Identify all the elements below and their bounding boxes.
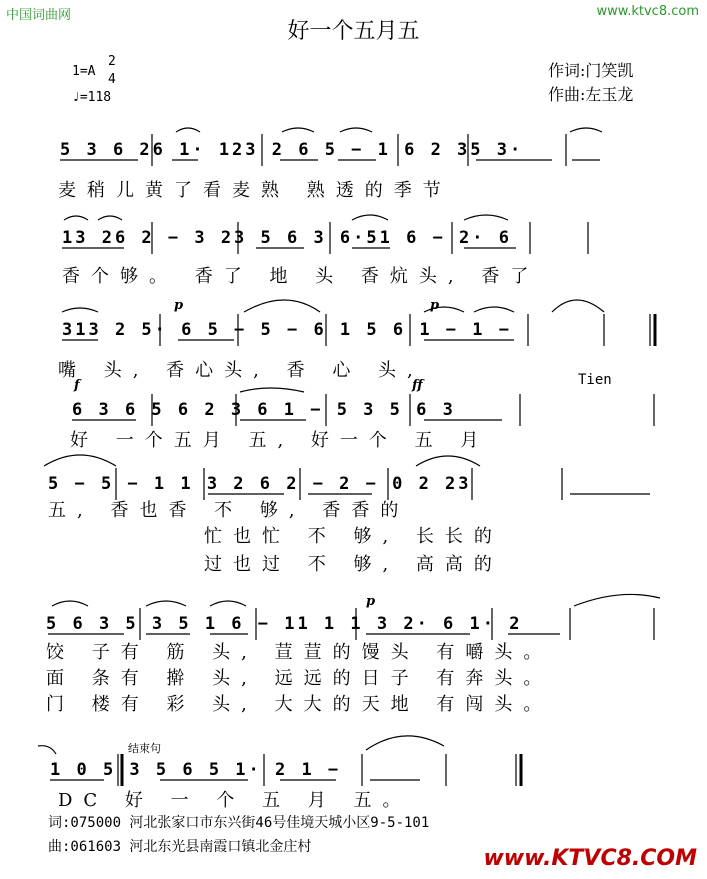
lyricist-credit: 作词:门笑凯 bbox=[548, 61, 634, 80]
dynamic-ff: ff bbox=[412, 378, 423, 393]
watermark-right: www.ktvc8.com bbox=[596, 4, 699, 19]
lyrics-row-5-verse-1: 五, 香也香 不 够, 香香的 bbox=[48, 500, 410, 521]
lyrics-row-5-verse-2: 忙也忙 不 够, 长长的 bbox=[204, 526, 503, 547]
notes-row-1: 5 3 6 26 1· 123 2 6 5 − 1 6 2 35 3· bbox=[60, 140, 524, 160]
notes-row-3: 313 2 5· 6 5 − 5 − 6 1 5 6 1 − 1 − bbox=[62, 320, 512, 340]
lyrics-row-6-verse-3: 门 楼有 彩 头, 大大的天地 有闯头。 bbox=[46, 694, 553, 715]
tempo-marking: ♩=118 bbox=[72, 90, 112, 105]
lyrics-row-6-verse-2: 面 条有 擀 头, 远远的日子 有奔头。 bbox=[46, 668, 553, 689]
time-signature-top: 2 bbox=[108, 54, 116, 69]
lyrics-row-2: 香个够。 香了 地 头 香炕头, 香了 bbox=[62, 266, 540, 287]
dynamic-p: p bbox=[174, 298, 184, 313]
notes-row-7: 1 0 5 3 5 6 5 1· 2 1 − bbox=[50, 760, 342, 780]
lyrics-row-4: 好 一个五月 五, 好一个 五 月 bbox=[70, 430, 490, 451]
notes-row-2: 13 26 2 − 3 23 5 6 3 6·51 6 − 2· 6 bbox=[62, 228, 512, 248]
site-logo: www.KTVC8.COM bbox=[483, 846, 697, 871]
dynamic-f: f bbox=[74, 378, 80, 393]
lyrics-row-6-verse-1: 饺 子有 筋 头, 荁荁的馒头 有嚼头。 bbox=[46, 642, 553, 663]
lyrics-row-1: 麦稍儿黄了看麦熟 熟透的季节 bbox=[58, 180, 452, 201]
song-title: 好一个五月五 bbox=[287, 19, 420, 44]
time-signature-bottom: 4 bbox=[108, 72, 116, 87]
lyrics-row-7: DC 好 一 个 五 月 五。 bbox=[58, 790, 412, 811]
watermark-left: 中国词曲网 bbox=[6, 8, 72, 23]
composer-address: 曲:061603 河北东光县南霞口镇北金庄村 bbox=[48, 839, 312, 855]
notes-row-4: 6 3 6 5 6 2 3 6 1 − 5 3 5 6 3 bbox=[72, 400, 456, 420]
composer-credit: 作曲:左玉龙 bbox=[548, 85, 634, 104]
notes-row-6: 5 6 3 5 3 5 1 6 − 11 1 1 3 2· 6 1· 2 bbox=[46, 614, 523, 634]
end-phrase-label: 结束句 bbox=[128, 742, 161, 755]
lyrics-row-3: 嘴 头, 香心头, 香 心 头, bbox=[58, 360, 424, 381]
tien-annotation: Tien bbox=[578, 372, 612, 388]
notes-row-5: 5 − 5 − 1 1 3 2 6 2 − 2 − 0 2 23 bbox=[48, 474, 472, 494]
dynamic-p: p bbox=[430, 298, 440, 313]
lyrics-row-5-verse-3: 过也过 不 够, 高高的 bbox=[204, 554, 503, 575]
key-signature: 1=A bbox=[72, 64, 96, 79]
dynamic-p: p bbox=[366, 594, 376, 609]
lyricist-address: 词:075000 河北张家口市东兴街46号佳境天城小区9-5-101 bbox=[48, 815, 430, 831]
